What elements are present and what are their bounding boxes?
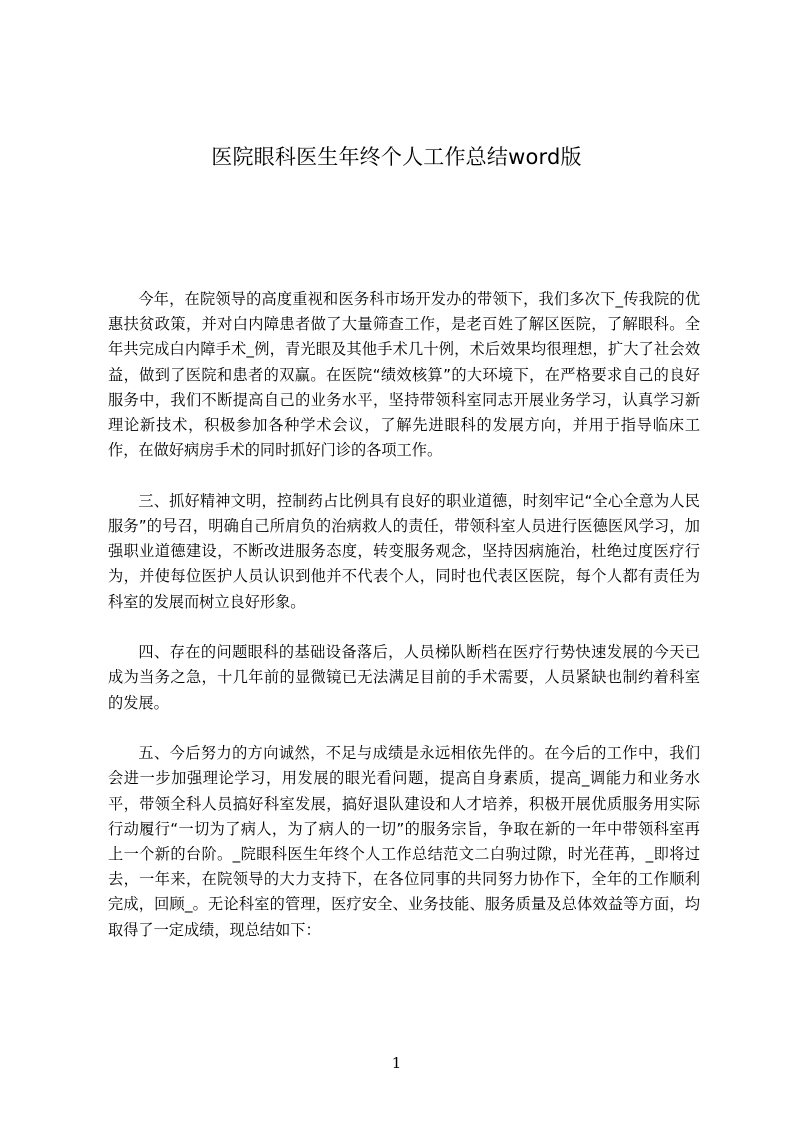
paragraph-section-four: 四、存在的问题眼科的基础设备落后，人员梯队断档在医疗行势快速发展的今天已成为当务之急，十几年前的显微镜已无法满足目前的手术需要，人员紧缺也制约着科室的发展。: [108, 643, 700, 712]
page-number: 1: [391, 1054, 402, 1072]
paragraph-section-three: 三、抓好精神文明，控制药占比例具有良好的职业道德，时刻牢记“全心全意为人民服务”的号召，明确自己所肩负的治病救人的责任，带领科室人员进行医德医风学习，加强职业道德建设，不断改进服务态度，转变服务观念，坚持因病施治，杜绝过度医疗行为，并使每位医护人员认识到他并不代表个人，同时也代表区医院，每个人都有责任为科室的发展而树立良好形象。: [108, 491, 700, 611]
document-title: 医院眼科医生年终个人工作总结word版: [211, 145, 582, 169]
paragraph-intro: 今年，在院领导的高度重视和医务科市场开发办的带领下，我们多次下_传我院的优惠扶贫政策，并对白内障患者做了大量筛查工作，是老百姓了解区医院，了解眼科。全年共完成白内障手术_例，青光眼及其他手术几十例，术后效果均很理想，扩大了社会效益，做到了医院和患者的双赢。在医院“绩效核算”的大环境下，在严格要求自己的良好服务中，我们不断提高自己的业务水平，坚持带领科室同志开展业务学习，认真学习新理论新技术，积极参加各种学术会议，了解先进眼科的发展方向，并用于指导临床工作，在做好病房手术的同时抓好门诊的各项工作。: [108, 290, 700, 460]
paragraph-section-five: 五、今后努力的方向诚然，不足与成绩是永远相依先伴的。在今后的工作中，我们会进一步加强理论学习，用发展的眼光看问题，提高自身素质，提高_调能力和业务水平，带领全科人员搞好科室发展，搞好退队建设和人才培养，积极开展优质服务用实际行动履行“一切为了病人，为了病人的一切”的服务宗旨，争取在新的一年中带领科室再上一个新的台阶。_院眼科医生年终个人工作总结范文二白驹过隙，时光荏苒，_即将过去，一年来，在院领导的大力支持下，在各位同事的共同努力协作下，全年的工作顺利完成，回顾_。无论科室的管理，医疗安全、业务技能、服务质量及总体效益等方面，均取得了一定成绩，现总结如下：: [108, 744, 700, 939]
document-body: [108, 287, 700, 943]
